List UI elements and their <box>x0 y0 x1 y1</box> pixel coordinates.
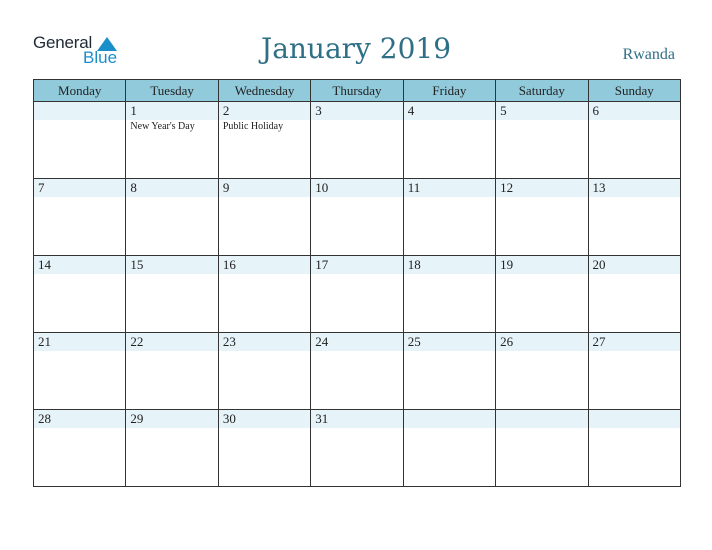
day-cell <box>403 410 495 487</box>
day-number: 12 <box>496 179 587 197</box>
day-cell <box>126 410 218 487</box>
day-number: 10 <box>311 179 402 197</box>
day-number <box>496 410 587 428</box>
day-cell <box>311 102 403 179</box>
day-number: 29 <box>126 410 217 428</box>
day-number: 7 <box>34 179 125 197</box>
day-cell <box>126 256 218 333</box>
day-number <box>589 410 680 428</box>
day-cell <box>496 179 588 256</box>
week-row <box>34 333 681 410</box>
holiday-label: Public Holiday <box>222 121 284 132</box>
day-cell <box>34 179 126 256</box>
day-cell <box>311 333 403 410</box>
day-cell <box>218 256 310 333</box>
day-cell <box>403 333 495 410</box>
day-cell <box>496 256 588 333</box>
day-number: 16 <box>219 256 310 274</box>
day-cell <box>218 102 310 179</box>
calendar-grid <box>33 79 681 487</box>
week-row <box>34 179 681 256</box>
day-number: 3 <box>311 102 402 120</box>
day-number: 8 <box>126 179 217 197</box>
day-number: 26 <box>496 333 587 351</box>
day-number: 4 <box>404 102 495 120</box>
country-label: Rwanda <box>622 46 675 63</box>
day-number: 14 <box>34 256 125 274</box>
weekday-header: Wednesday <box>218 80 310 102</box>
day-number: 18 <box>404 256 495 274</box>
holiday-label: New Year's Day <box>130 121 195 132</box>
logo-word-blue: Blue <box>83 48 118 67</box>
day-cell <box>588 102 680 179</box>
day-number <box>34 102 125 120</box>
day-number: 24 <box>311 333 402 351</box>
day-number: 15 <box>126 256 217 274</box>
weekday-header: Sunday <box>588 80 680 102</box>
day-cell <box>588 179 680 256</box>
day-number: 11 <box>404 179 495 197</box>
day-cell <box>311 179 403 256</box>
day-number: 13 <box>589 179 680 197</box>
day-number: 2 <box>219 102 310 120</box>
day-cell <box>34 102 126 179</box>
day-number <box>404 410 495 428</box>
day-cell <box>403 102 495 179</box>
day-cell <box>126 179 218 256</box>
weekday-header: Friday <box>403 80 495 102</box>
day-number: 28 <box>34 410 125 428</box>
day-cell <box>403 256 495 333</box>
day-number: 30 <box>219 410 310 428</box>
day-number: 9 <box>219 179 310 197</box>
day-cell <box>496 333 588 410</box>
day-cell <box>34 410 126 487</box>
day-number: 27 <box>589 333 680 351</box>
day-cell <box>218 410 310 487</box>
day-number: 23 <box>219 333 310 351</box>
day-cell <box>218 333 310 410</box>
week-row <box>34 410 681 487</box>
weekday-header: Tuesday <box>126 80 218 102</box>
day-cell <box>34 256 126 333</box>
calendar-title: January 2019 <box>260 32 452 65</box>
day-cell <box>496 410 588 487</box>
day-number: 20 <box>589 256 680 274</box>
day-number: 6 <box>589 102 680 120</box>
day-number: 21 <box>34 333 125 351</box>
day-cell <box>311 410 403 487</box>
day-cell <box>126 333 218 410</box>
day-cell <box>311 256 403 333</box>
day-number: 31 <box>311 410 402 428</box>
day-cell <box>34 333 126 410</box>
day-cell <box>218 179 310 256</box>
weekday-header: Monday <box>34 80 126 102</box>
week-row <box>34 256 681 333</box>
day-cell <box>126 102 218 179</box>
weekday-header: Saturday <box>496 80 588 102</box>
week-row <box>34 102 681 179</box>
weekday-header-row <box>34 80 681 102</box>
day-cell <box>588 256 680 333</box>
logo-word-general: General <box>33 33 93 52</box>
day-number: 22 <box>126 333 217 351</box>
day-number: 5 <box>496 102 587 120</box>
day-number: 25 <box>404 333 495 351</box>
weekday-header: Thursday <box>311 80 403 102</box>
day-cell <box>588 333 680 410</box>
day-number: 1 <box>126 102 217 120</box>
day-cell <box>588 410 680 487</box>
day-cell <box>403 179 495 256</box>
day-number: 19 <box>496 256 587 274</box>
day-cell <box>496 102 588 179</box>
day-number: 17 <box>311 256 402 274</box>
